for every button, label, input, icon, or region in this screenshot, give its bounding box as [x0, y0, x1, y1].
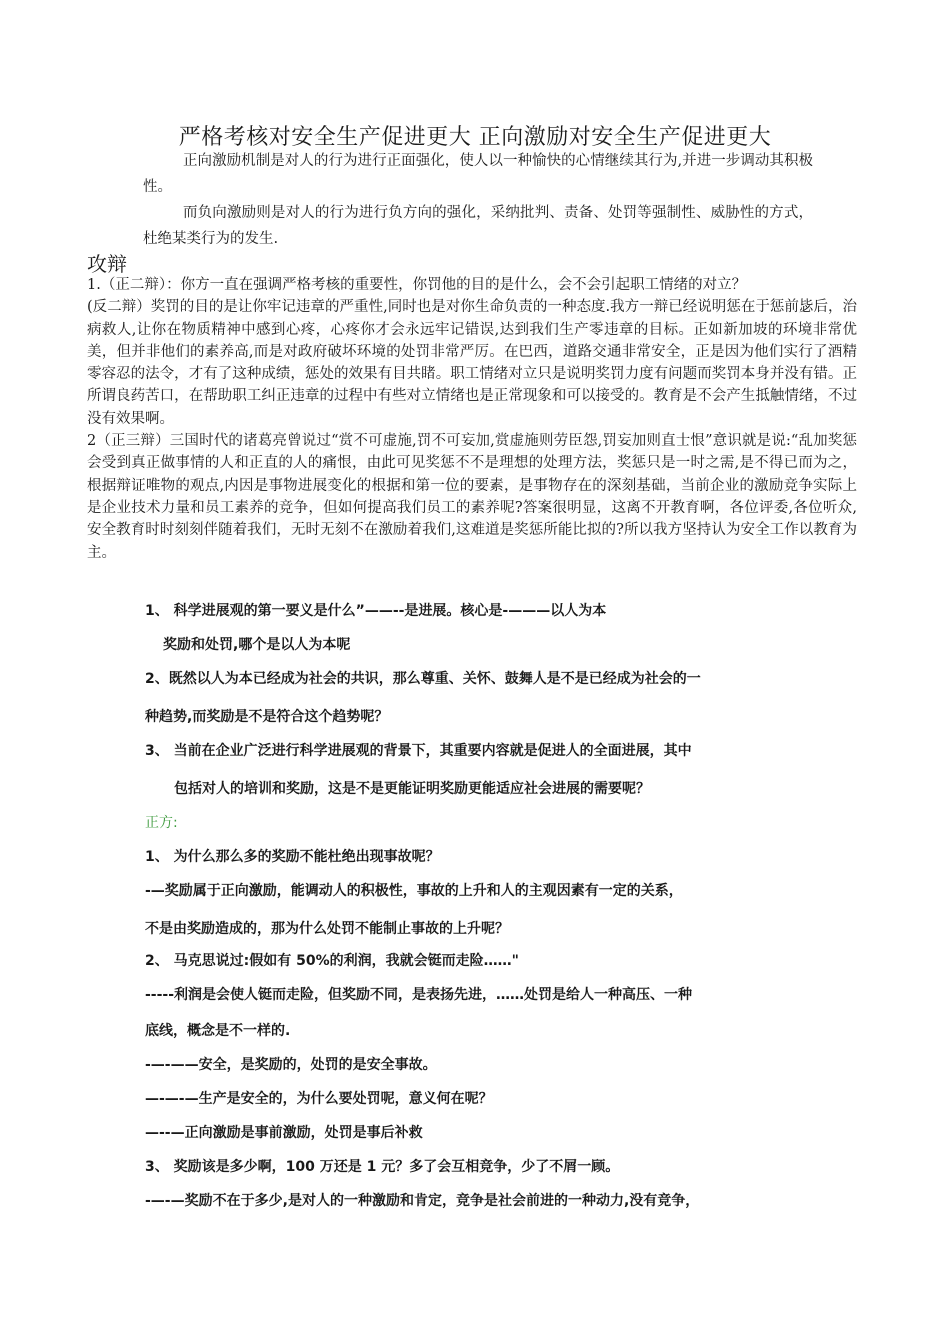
- intro-paragraph-positive: 正向激励机制是对人的行为进行正面强化，使人以一种愉快的心情继续其行为,并进一步调动其积极性。: [143, 153, 813, 195]
- bold-line: -—-—奖励不在于多少,是对人的一种激励和肯定，竞争是社会前进的一种动力,没有竞争，: [145, 1193, 700, 1209]
- bold-line: -----利润是会使人铤而走险，但奖励不同，是表扬先进，……处罚是给人一种高压、一种: [145, 987, 693, 1003]
- bold-line: 3、 奖励该是多少啊，100 万还是 1 元？多了会互相竞争，少了不屑一顾。: [145, 1159, 620, 1175]
- bold-line: 底线，概念是不一样的.: [145, 1023, 291, 1039]
- debate-question-1: 1.（正二辩）：你方一直在强调严格考核的重要性，你罚他的目的是什么，会不会引起职工情绪的对立？: [87, 277, 747, 293]
- bold-line: 包括对人的培训和奖励，这是不是更能证明奖励更能适应社会进展的需要呢？: [174, 781, 650, 797]
- bold-line: -—-——安全，是奖励的，处罚的是安全事故。: [145, 1057, 437, 1073]
- bold-line: 3、 当前在企业广泛进行科学进展观的背景下，其重要内容就是促进人的全面进展，其中: [145, 743, 692, 759]
- debate-body: [87, 274, 857, 564]
- intro-section: [143, 148, 813, 252]
- bold-line: 1、 科学进展观的第一要义是什么”——--是进展。核心是-———以人为本: [145, 603, 607, 619]
- bold-line: 不是由奖励造成的，那为什么处罚不能制止事故的上升呢？: [145, 921, 509, 937]
- zhengfang-label: 正方:: [145, 815, 178, 831]
- bold-line: 奖励和处罚,哪个是以人为本呢: [163, 637, 351, 653]
- bold-line: 种趋势,而奖励是不是符合这个趋势呢？: [145, 709, 389, 725]
- debate-question-2: 2（正三辩）三国时代的诸葛亮曾说过“赏不可虚施,罚不可妄加,赏虚施则劳臣怨,罚妄加则直士恨”意识就是说:“乱加奖惩会受到真正做事情的人和正直的人的痛恨，由此可见奖惩不不是理想的处理方法，奖惩只是一时之需,是不得已而为之，根据辩证唯物的观点,内因是事物进展变化的根据和第一位的要素，是事物存在的深刻基础，当前企业的激励竞争实际上是企业技术力量和员工素养的竞争，但如何提高我们员工的素养呢?答案很明显，这离不开教育啊，各位评委,各位听众,安全教育时时刻刻伴随着我们，无时无刻不在激励着我们,这难道是奖惩所能比拟的?所以我方坚持认为安全工作以教育为主。: [87, 433, 857, 561]
- bold-line: 2、既然以人为本已经成为社会的共识，那么尊重、关怀、鼓舞人是不是已经成为社会的一: [145, 671, 701, 687]
- bold-line: —--—正向激励是事前激励，处罚是事后补救: [145, 1125, 423, 1141]
- bold-line: 2、 马克思说过:假如有 50%的利润，我就会铤而走险……": [145, 953, 519, 969]
- bold-line: —-—-—生产是安全的，为什么要处罚呢，意义何在呢？: [145, 1091, 493, 1107]
- debate-answer-1: (反二辩）奖罚的目的是让你牢记违章的严重性,同时也是对你生命负责的一种态度.我方一辩已经说明惩在于惩前毖后，治病救人,让你在物质精神中感到心疼，心疼你才会永远牢记错误,达到我们生产零违章的目标。正如新加坡的环境非常优美，但并非他们的素养高,而是对政府破坏环境的处罚非常严厉。在巴西，道路交通非常安全，正是因为他们实行了酒精零容忍的法令，才有了这种成绩，惩处的效果有目共睹。职工情绪对立只是说明奖罚力度有问题而奖罚本身并没有错。正所谓良药苦口，在帮助职工纠正违章的过程中有些对立情绪也是正常现象和可以接受的。教育是不会产生抵触情绪，不过没有效果啊。: [87, 299, 857, 427]
- document-title: 严格考核对安全生产促进更大 正向激励对安全生产促进更大: [178, 125, 772, 150]
- intro-paragraph-negative: 而负向激励则是对人的行为进行负方向的强化，采纳批判、责备、处罚等强制性、威胁性的方式，杜绝某类行为的发生.: [143, 205, 813, 247]
- section-heading-gongbian: 攻辩: [87, 252, 127, 276]
- bold-line: -—奖励属于正向激励，能调动人的积极性，事故的上升和人的主观因素有一定的关系，: [145, 883, 683, 899]
- bold-line: 1、 为什么那么多的奖励不能杜绝出现事故呢？: [145, 849, 440, 865]
